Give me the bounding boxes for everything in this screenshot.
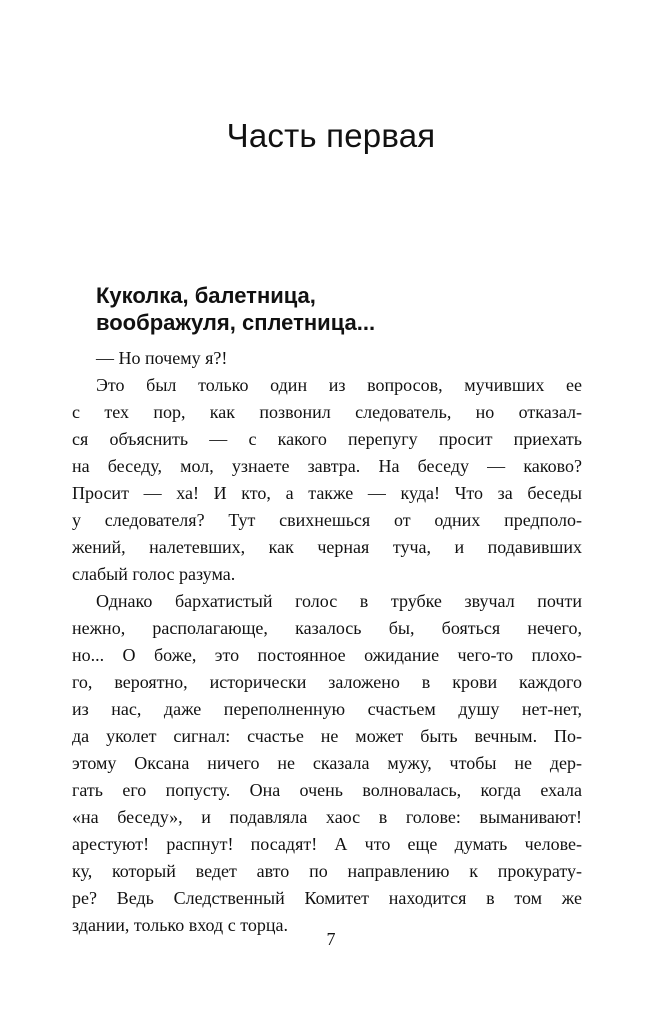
text-line: у следователя? Тут свихнешься от одних предполо- xyxy=(72,510,582,530)
text-line: да уколет сигнал: счастье не может быть вечным. По- xyxy=(72,726,582,746)
text-line: го, вероятно, исторически заложено в крови каждого xyxy=(72,672,582,692)
text-line: ре? Ведь Следственный Комитет находится в том же xyxy=(72,888,582,908)
text-line: Просит — ха! И кто, а также — куда! Что за беседы xyxy=(72,483,582,503)
text-line: на беседу, мол, узнаете завтра. На беседу — каково? xyxy=(72,456,582,476)
text-line: — Но почему я?! xyxy=(96,348,228,368)
text-line: с тех пор, как позвонил следователь, но отказал- xyxy=(72,402,582,422)
text-line: здании, только вход с торца. xyxy=(72,915,288,935)
text-line: нежно, располагающе, казалось бы, бояться нечего, xyxy=(72,618,582,638)
chapter-title xyxy=(96,282,375,336)
part-title: Часть первая xyxy=(226,117,436,154)
text-line: из нас, даже переполненную счастьем душу нет-нет, xyxy=(72,699,582,719)
chapter-title-line: воображуля, сплетница... xyxy=(96,310,376,335)
text-line: гать его попусту. Она очень волновалась, когда ехала xyxy=(72,780,582,800)
text-line: «на беседу», и подавляла хаос в голове: выманивают! xyxy=(72,807,582,827)
text-line: арестуют! распнут! посадят! А что еще думать челове- xyxy=(72,834,582,854)
text-line: Однако бархатистый голос в трубке звучал почти xyxy=(96,591,582,611)
text-line: Это был только один из вопросов, мучивших ее xyxy=(96,375,582,395)
text-line: этому Оксана ничего не сказала мужу, чтобы не дер- xyxy=(72,753,582,773)
body-text xyxy=(72,345,582,939)
chapter-title-line: Куколка, балетница, xyxy=(96,283,316,308)
text-line: слабый голос разума. xyxy=(72,564,236,584)
text-line: ся объяснить — с какого перепугу просит приехать xyxy=(72,429,582,449)
text-line: ку, который ведет авто по направлению к прокурату- xyxy=(72,861,582,881)
text-line: но... О боже, это постоянное ожидание чего-то плохо- xyxy=(72,645,582,665)
text-line: жений, налетевших, как черная туча, и подавивших xyxy=(72,537,582,557)
page-number: 7 xyxy=(326,929,336,949)
